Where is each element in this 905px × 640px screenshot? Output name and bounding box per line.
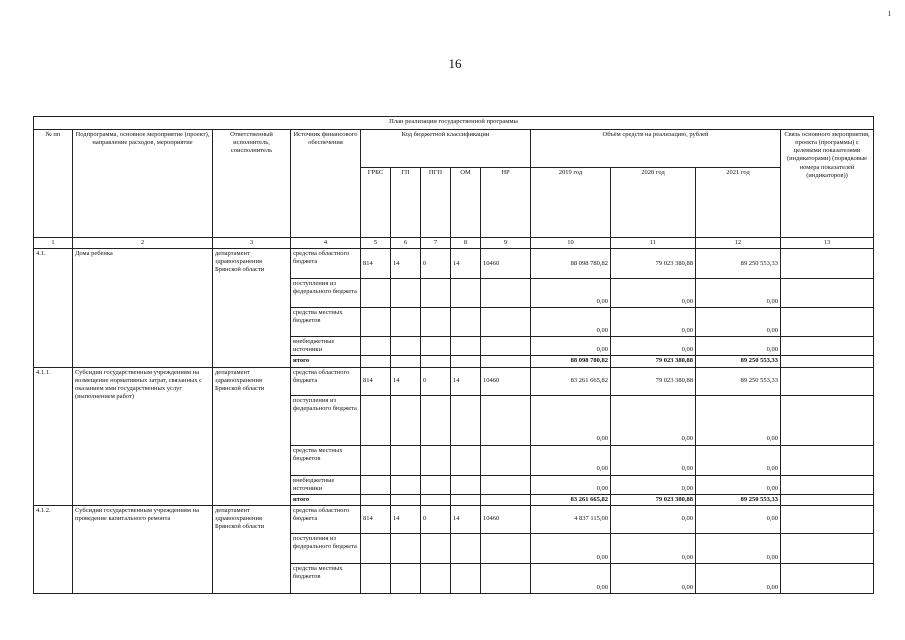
amount-2021: 89 250 553,33 — [696, 367, 781, 395]
funding-source: итого — [291, 356, 361, 367]
code-gp: 14 — [391, 505, 421, 533]
amount-2019: 0,00 — [531, 308, 611, 337]
indicator-link — [781, 337, 874, 356]
column-number: 9 — [481, 238, 531, 249]
funding-source: средства областного бюджета — [291, 249, 361, 279]
plan-table — [33, 116, 874, 594]
header-budget-code: Код бюджетной классификации — [361, 130, 531, 168]
indicator-link — [781, 356, 874, 367]
item-name: Дома ребенка — [73, 249, 213, 367]
amount-2019: 0,00 — [531, 445, 611, 475]
indicator-link — [781, 475, 874, 494]
column-number: 13 — [781, 238, 874, 249]
amount-2019: 4 837 115,00 — [531, 505, 611, 533]
header-executor: Ответственный исполнитель, соисполнитель — [213, 130, 291, 238]
code-gp — [391, 395, 421, 445]
code-gp — [391, 494, 421, 505]
code-gp — [391, 445, 421, 475]
amount-2020: 0,00 — [611, 533, 696, 563]
header-gp: ГП — [391, 168, 421, 238]
header-subprogram: Подпрограмма, основное мероприятие (проект), направление расходов, мероприятие — [73, 130, 213, 238]
code-pgp — [421, 475, 451, 494]
amount-2021: 0,00 — [696, 395, 781, 445]
header-link: Связь основного мероприятия, проекта (программы) с целевыми показателями (индикаторами) (порядковые номера показателей (индикаторов)) — [781, 130, 874, 238]
column-number: 2 — [73, 238, 213, 249]
amount-2020: 0,00 — [611, 505, 696, 533]
column-number-row — [34, 238, 874, 249]
header-2020: 2020 год — [611, 168, 696, 238]
amount-2020: 0,00 — [611, 337, 696, 356]
header-2019: 2019 год — [531, 168, 611, 238]
amount-2020: 0,00 — [611, 563, 696, 593]
column-number: 1 — [34, 238, 73, 249]
item-name: Субсидии государственным учреждениям на проведение капитального ремонта — [73, 505, 213, 593]
funding-source: поступления из федерального бюджета — [291, 279, 361, 308]
item-executor: департамент здравоохранения Брянской области — [213, 367, 291, 505]
code-np — [481, 494, 531, 505]
column-number: 7 — [421, 238, 451, 249]
code-pgp — [421, 533, 451, 563]
code-np — [481, 308, 531, 337]
code-grbs — [361, 279, 391, 308]
column-number: 6 — [391, 238, 421, 249]
code-grbs — [361, 337, 391, 356]
funding-source: средства местных бюджетов — [291, 445, 361, 475]
page-number: 16 — [448, 56, 462, 71]
header-grbs: ГРБС — [361, 168, 391, 238]
code-grbs — [361, 494, 391, 505]
item-number: 4.1.1. — [34, 367, 73, 505]
amount-2020: 0,00 — [611, 445, 696, 475]
code-np: 10460 — [481, 249, 531, 279]
code-np: 10460 — [481, 367, 531, 395]
amount-2020: 79 023 380,88 — [611, 367, 696, 395]
amount-2019: 88 098 780,82 — [531, 249, 611, 279]
code-pgp — [421, 356, 451, 367]
column-number: 10 — [531, 238, 611, 249]
code-np — [481, 563, 531, 593]
table-row — [34, 505, 874, 533]
header-om: ОМ — [451, 168, 481, 238]
column-number: 4 — [291, 238, 361, 249]
item-name: Субсидии государственным учреждениям на возмещение нормативных затрат, связанных с оказанием ими государственных услуг (выполнением работ) — [73, 367, 213, 505]
code-gp: 14 — [391, 367, 421, 395]
code-gp — [391, 563, 421, 593]
code-gp — [391, 356, 421, 367]
amount-2020: 0,00 — [611, 308, 696, 337]
code-om — [451, 475, 481, 494]
amount-2021: 89 250 553,33 — [696, 249, 781, 279]
code-grbs: 814 — [361, 505, 391, 533]
code-grbs — [361, 563, 391, 593]
code-om — [451, 337, 481, 356]
code-gp: 14 — [391, 249, 421, 279]
code-np — [481, 445, 531, 475]
code-om — [451, 445, 481, 475]
code-om: 14 — [451, 249, 481, 279]
code-grbs — [361, 475, 391, 494]
code-np — [481, 533, 531, 563]
indicator-link — [781, 249, 874, 279]
amount-2020: 0,00 — [611, 475, 696, 494]
code-grbs — [361, 445, 391, 475]
funding-source: средства местных бюджетов — [291, 563, 361, 593]
item-number: 4.1. — [34, 249, 73, 367]
indicator-link — [781, 445, 874, 475]
code-grbs: 814 — [361, 367, 391, 395]
item-executor: департамент здравоохранения Брянской области — [213, 249, 291, 367]
code-np: 10460 — [481, 505, 531, 533]
code-np — [481, 279, 531, 308]
column-number: 3 — [213, 238, 291, 249]
column-number: 5 — [361, 238, 391, 249]
indicator-link — [781, 563, 874, 593]
header-volume: Объём средств на реализацию, рублей — [531, 130, 781, 168]
code-np — [481, 337, 531, 356]
code-grbs — [361, 356, 391, 367]
code-pgp — [421, 279, 451, 308]
amount-2020: 79 023 380,88 — [611, 249, 696, 279]
item-number: 4.1.2. — [34, 505, 73, 593]
column-number: 11 — [611, 238, 696, 249]
amount-2021: 0,00 — [696, 445, 781, 475]
amount-2021: 0,00 — [696, 279, 781, 308]
code-pgp — [421, 563, 451, 593]
funding-source: средства областного бюджета — [291, 505, 361, 533]
funding-source: внебюджетные источники — [291, 337, 361, 356]
amount-2021: 89 250 553,33 — [696, 494, 781, 505]
funding-source: итого — [291, 494, 361, 505]
amount-2019: 83 261 665,82 — [531, 367, 611, 395]
code-om — [451, 279, 481, 308]
amount-2020: 79 023 380,88 — [611, 494, 696, 505]
amount-2021: 0,00 — [696, 337, 781, 356]
funding-source: средства областного бюджета — [291, 367, 361, 395]
funding-source: поступления из федерального бюджета — [291, 395, 361, 445]
header-sources: Источник финансового обеспечения — [291, 130, 361, 238]
column-number: 8 — [451, 238, 481, 249]
code-pgp — [421, 445, 451, 475]
code-pgp: 0 — [421, 505, 451, 533]
code-gp — [391, 279, 421, 308]
code-gp — [391, 308, 421, 337]
code-pgp: 0 — [421, 249, 451, 279]
column-number: 12 — [696, 238, 781, 249]
amount-2021: 0,00 — [696, 505, 781, 533]
indicator-link — [781, 494, 874, 505]
code-om — [451, 356, 481, 367]
amount-2020: 0,00 — [611, 395, 696, 445]
amount-2021: 0,00 — [696, 308, 781, 337]
funding-source: внебюджетные источники — [291, 475, 361, 494]
amount-2021: 0,00 — [696, 475, 781, 494]
amount-2021: 0,00 — [696, 563, 781, 593]
indicator-link — [781, 367, 874, 395]
amount-2020: 79 023 380,88 — [611, 356, 696, 367]
code-grbs — [361, 533, 391, 563]
amount-2019: 0,00 — [531, 395, 611, 445]
amount-2021: 0,00 — [696, 533, 781, 563]
corner-mark: ı — [888, 8, 891, 19]
amount-2019: 0,00 — [531, 533, 611, 563]
table-row — [34, 249, 874, 279]
code-om — [451, 563, 481, 593]
code-grbs — [361, 308, 391, 337]
code-om — [451, 533, 481, 563]
amount-2020: 0,00 — [611, 279, 696, 308]
indicator-link — [781, 395, 874, 445]
code-grbs — [361, 395, 391, 445]
table-row — [34, 367, 874, 395]
code-gp — [391, 337, 421, 356]
code-om — [451, 395, 481, 445]
table-title: План реализации государственной программы — [34, 117, 874, 130]
amount-2019: 83 261 665,82 — [531, 494, 611, 505]
code-np — [481, 356, 531, 367]
header-pgp: ПГП — [421, 168, 451, 238]
header-num: № пп — [34, 130, 73, 238]
code-np — [481, 395, 531, 445]
amount-2019: 0,00 — [531, 279, 611, 308]
amount-2019: 88 098 780,82 — [531, 356, 611, 367]
header-row — [34, 130, 874, 168]
indicator-link — [781, 308, 874, 337]
item-executor: департамент здравоохранения Брянской области — [213, 505, 291, 593]
code-pgp: 0 — [421, 367, 451, 395]
indicator-link — [781, 505, 874, 533]
code-om: 14 — [451, 505, 481, 533]
code-om — [451, 308, 481, 337]
code-pgp — [421, 395, 451, 445]
code-om: 14 — [451, 367, 481, 395]
code-grbs: 814 — [361, 249, 391, 279]
header-np: НР — [481, 168, 531, 238]
code-gp — [391, 533, 421, 563]
amount-2019: 0,00 — [531, 337, 611, 356]
amount-2021: 89 250 553,33 — [696, 356, 781, 367]
table-title-row — [34, 117, 874, 130]
funding-source: поступления из федерального бюджета — [291, 533, 361, 563]
amount-2019: 0,00 — [531, 563, 611, 593]
code-om — [451, 494, 481, 505]
indicator-link — [781, 279, 874, 308]
code-pgp — [421, 337, 451, 356]
amount-2019: 0,00 — [531, 475, 611, 494]
header-2021: 2021 год — [696, 168, 781, 238]
code-pgp — [421, 494, 451, 505]
funding-source: средства местных бюджетов — [291, 308, 361, 337]
code-np — [481, 475, 531, 494]
indicator-link — [781, 533, 874, 563]
code-gp — [391, 475, 421, 494]
code-pgp — [421, 308, 451, 337]
